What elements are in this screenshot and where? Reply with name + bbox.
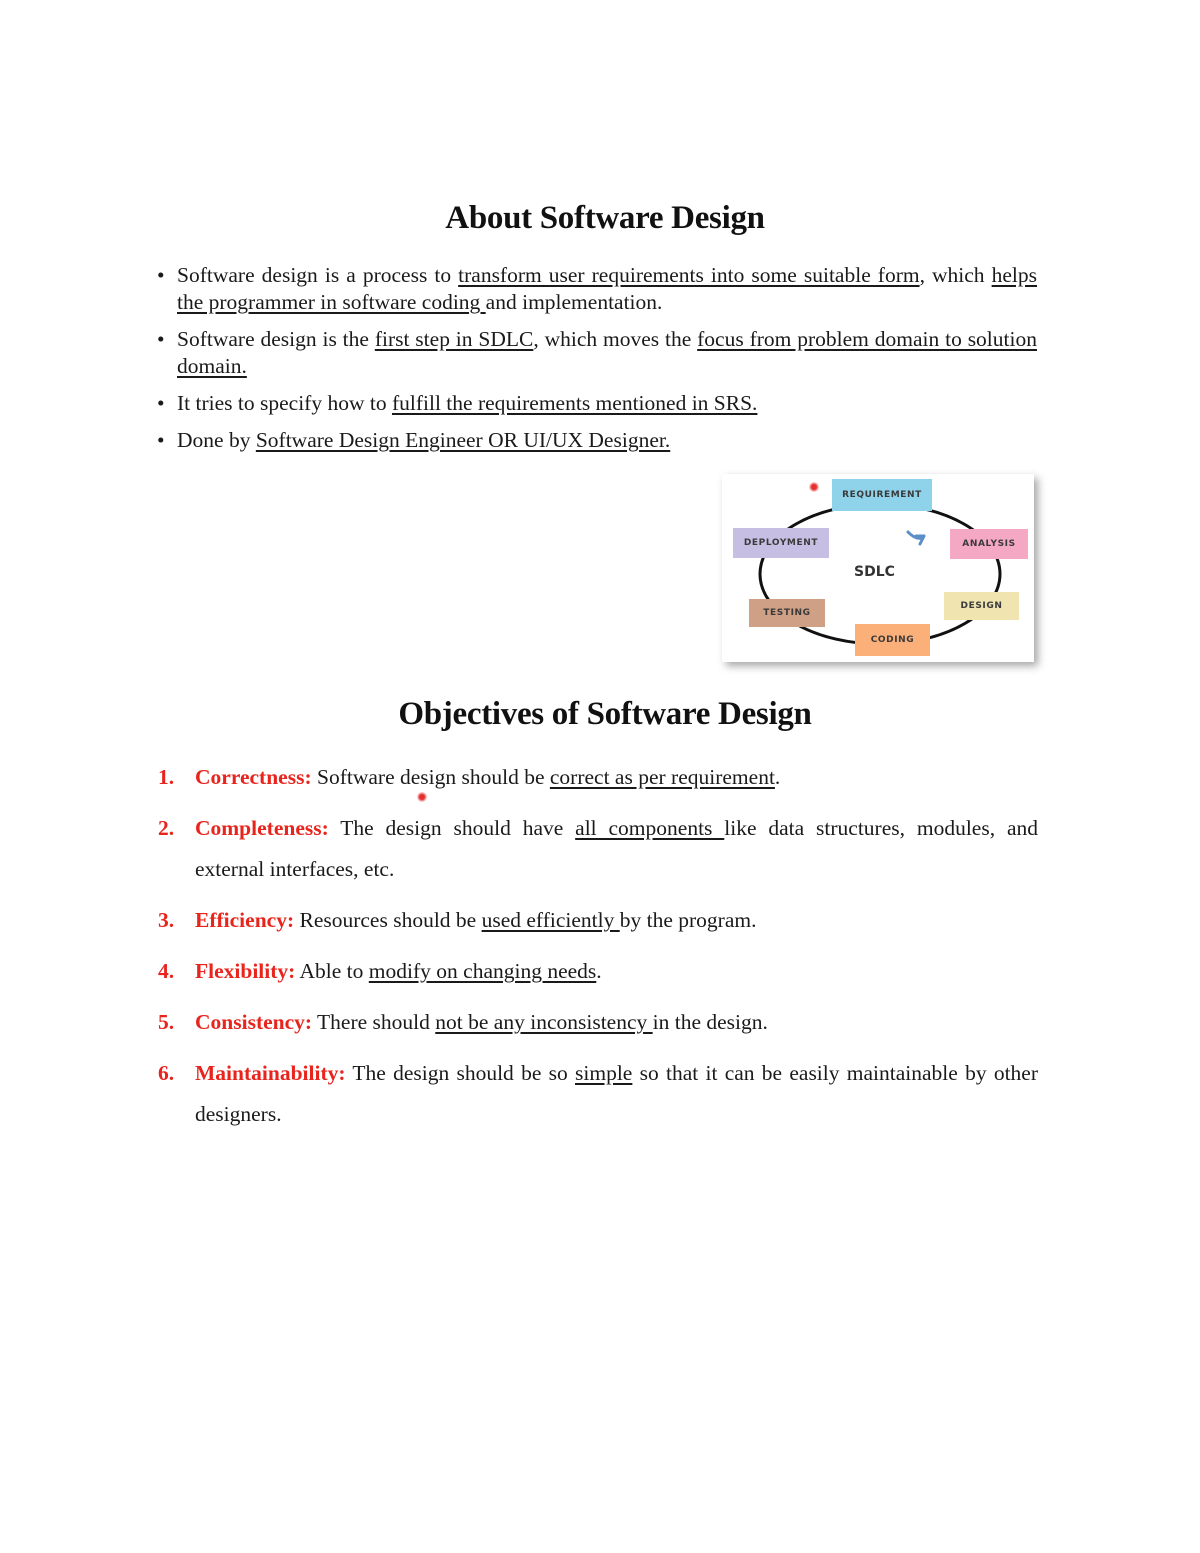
bullet-item: • Done by Software Design Engineer OR UI/UX Designer.: [157, 428, 671, 452]
objective-term: Maintainability:: [195, 1061, 346, 1085]
underlined-phrase: correct as per requirement: [549, 765, 775, 789]
about-bullet-list: [157, 262, 1037, 464]
item-number: 4.: [158, 959, 175, 983]
underlined-phrase: all components: [575, 816, 725, 840]
item-number: 1.: [158, 765, 175, 789]
objective-term: Correctness:: [195, 765, 312, 789]
item-number: 2.: [158, 816, 175, 840]
bullet-icon: •: [157, 428, 165, 452]
bullet-icon: •: [157, 327, 165, 351]
bullet-item: • Software design is the first step in SDLC, which moves the focus from problem domain to solution domain.: [157, 327, 1037, 378]
objectives-heading: Objectives of Software Design: [398, 696, 812, 732]
underlined-phrase: simple: [575, 1061, 633, 1085]
objective-item: 1. Correctness: Software design should be correct as per requirement.: [158, 757, 1038, 798]
underlined-phrase: fulfill the requirements mentioned in SRS.: [391, 391, 758, 415]
objective-item: 2. Completeness: The design should have all components like data structures, modules, and external interfaces, etc.: [158, 808, 1038, 890]
about-heading: About Software Design: [445, 200, 765, 236]
objective-item: 5. Consistency: There should not be any inconsistency in the design.: [158, 1002, 1038, 1043]
item-number: 3.: [158, 908, 175, 932]
objective-item: 4. Flexibility: Able to modify on changing needs.: [158, 951, 1038, 992]
pointer-dot-icon: [417, 792, 427, 802]
underlined-phrase: focus from problem domain to solution domain.: [177, 327, 1037, 378]
bullet-item: • It tries to specify how to fulfill the requirements mentioned in SRS.: [157, 391, 758, 415]
sdlc-diagram: [722, 474, 1034, 662]
objective-item: 3. Efficiency: Resources should be used efficiently by the program.: [158, 900, 1038, 941]
cycle-arrow-icon: [908, 532, 924, 544]
stage-testing: TESTING: [749, 599, 825, 627]
item-number: 6.: [158, 1061, 175, 1085]
objective-item: 6. Maintainability: The design should be so simple so that it can be easily maintainable by other designers.: [158, 1053, 1038, 1135]
pointer-dot-icon: [809, 482, 819, 492]
objective-term: Efficiency:: [195, 908, 295, 932]
underlined-phrase: transform user requirements into some suitable form: [458, 263, 920, 287]
underlined-phrase: modify on changing needs: [368, 959, 597, 983]
bullet-item: • Software design is a process to transform user requirements into some suitable form, which helps the programmer in software coding and implementation.: [157, 263, 1037, 314]
objectives-list: [158, 757, 1038, 1135]
stage-coding: CODING: [855, 624, 930, 656]
sdlc-center-label: SDLC: [854, 564, 895, 580]
underlined-phrase: Software Design Engineer OR UI/UX Designer.: [255, 428, 671, 452]
stage-requirement: REQUIREMENT: [832, 479, 932, 511]
underlined-phrase: first step in SDLC: [374, 327, 534, 351]
stage-design: DESIGN: [944, 592, 1019, 620]
underlined-phrase: helps the programmer in software coding: [177, 263, 1037, 314]
stage-analysis: ANALYSIS: [950, 529, 1028, 559]
underlined-phrase: not be any inconsistency: [435, 1010, 653, 1034]
objective-term: Flexibility:: [195, 959, 296, 983]
objective-term: Completeness:: [195, 816, 329, 840]
bullet-icon: •: [157, 391, 165, 415]
stage-deployment: DEPLOYMENT: [733, 528, 829, 558]
underlined-phrase: used efficiently: [481, 908, 620, 932]
bullet-icon: •: [157, 263, 165, 287]
objective-term: Consistency:: [195, 1010, 313, 1034]
item-number: 5.: [158, 1010, 175, 1034]
